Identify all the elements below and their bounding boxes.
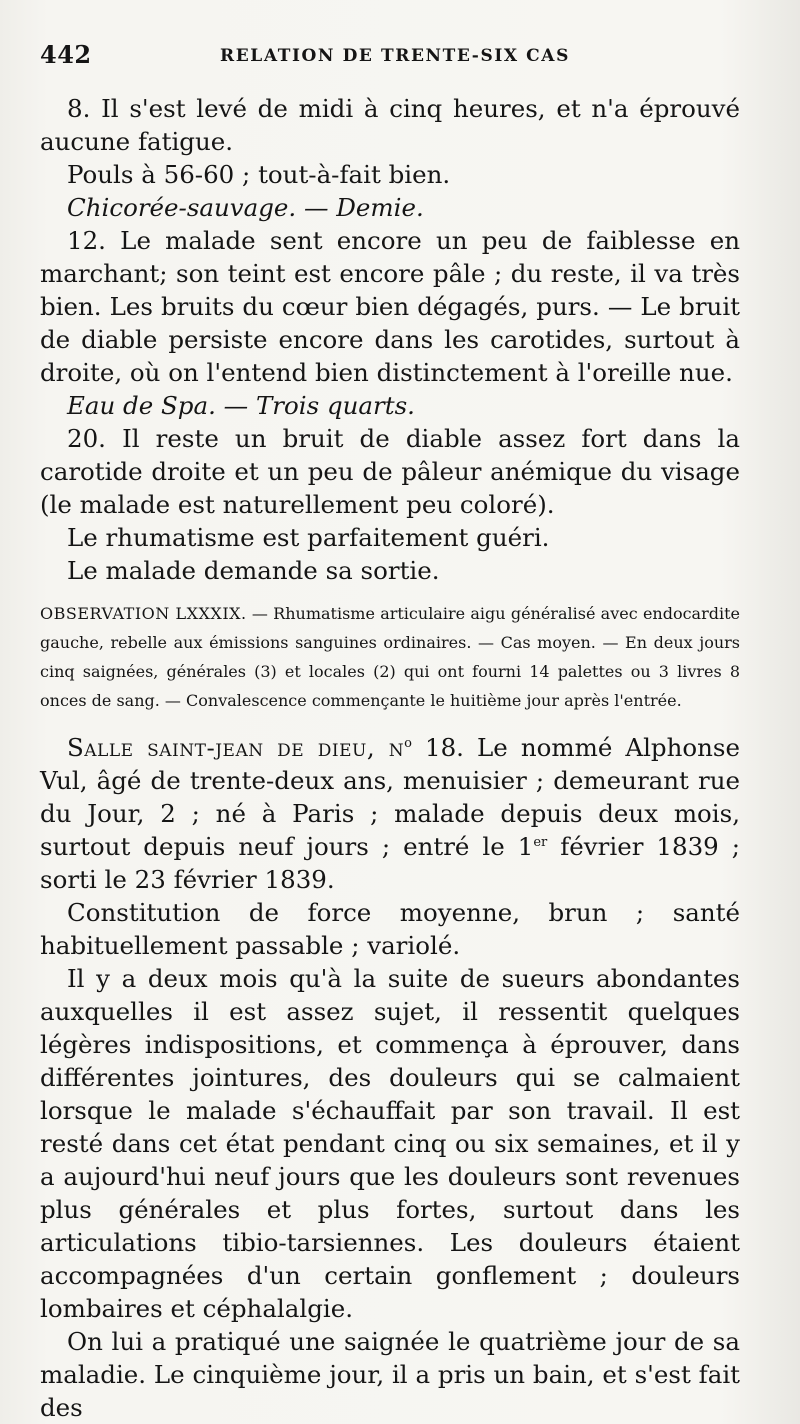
- paragraph-treatment: On lui a pratiqué une saignée le quatrième jour de sa maladie. Le cinquième jour, il a pris un bain, et s'est fait des: [40, 1327, 740, 1422]
- paragraph-day-20: 20. Il reste un bruit de diable assez fort dans la carotide droite et un peu de pâleur anémique du visage (le malade est naturellement peu coloré).: [40, 424, 740, 519]
- observation-paragraph: [40, 599, 740, 715]
- body-text: [40, 92, 740, 1424]
- case-block: [40, 731, 740, 1424]
- date-sup: er: [533, 834, 548, 850]
- ward-name: Salle saint-jean de dieu, n: [67, 733, 405, 762]
- paragraph-prescription-chicoree: Chicorée-sauvage. — Demie.: [67, 193, 424, 222]
- paragraph-patient-intro: [40, 731, 740, 896]
- running-head: RELATION DE TRENTE-SIX CAS: [220, 46, 570, 66]
- paragraph-day-12: 12. Le malade sent encore un peu de faiblesse en marchant; son teint est encore pâle ; du reste, il va très bien. Les bruits du cœur bien dégagés, purs. — Le bruit de diable persiste encore dans les carotides, surtout à droite, où on l'entend bien distinctement à l'oreille nue.: [40, 226, 740, 387]
- page-header: [40, 40, 740, 76]
- ward-number-sup: o: [404, 735, 412, 751]
- observation-text: — Rhumatisme articulaire aigu généralisé avec endocardite gauche, rebelle aux émissions sanguines ordinaires. — Cas moyen. — En deux jours cinq saignées, générales (3) et locales (2) qui ont fourni 14 palettes ou 3 livres 8 onces de sang. — Convalescence commençante le huitième jour après l'entrée.: [40, 604, 741, 710]
- patient-intro-a: 18. Le nommé Alphonse Vul, âgé de trente-deux ans, menuisier ; demeurant rue du Jour, 2 ; né à Paris ; malade depuis deux mois, surtout depuis neuf jours ; entré le 1: [40, 733, 740, 861]
- paragraph-day-8: 8. Il s'est levé de midi à cinq heures, et n'a éprouvé aucune fatigue.: [40, 94, 740, 156]
- observation-summary: [40, 599, 740, 715]
- page-number: 442: [40, 40, 92, 69]
- observation-heading: OBSERVATION LXXXIX.: [40, 604, 247, 623]
- paragraph-discharge: Le malade demande sa sortie.: [67, 556, 440, 585]
- paragraph-pulse: Pouls à 56-60 ; tout-à-fait bien.: [67, 160, 451, 189]
- patient-intro-b: février 1839 ; sorti le 23 février 1839.: [40, 832, 740, 894]
- paragraph-prescription-spa: Eau de Spa. — Trois quarts.: [67, 391, 415, 420]
- paragraph-constitution: Constitution de force moyenne, brun ; santé habituellement passable ; variolé.: [40, 898, 740, 960]
- paragraph-cured: Le rhumatisme est parfaitement guéri.: [67, 523, 550, 552]
- paragraph-history: Il y a deux mois qu'à la suite de sueurs abondantes auxquelles il est assez sujet, il ressentit quelques légères indispositions, et commença à éprouver, dans différentes jointures, des douleurs qui se calmaient lorsque le malade s'échauffait par son travail. Il est resté dans cet état pendant cinq ou six semaines, et il y a aujourd'hui neuf jours que les douleurs sont revenues plus générales et plus fortes, surtout dans les articulations tibio-tarsiennes. Les douleurs étaient accompagnées d'un certain gonflement ; douleurs lombaires et céphalalgie.: [40, 964, 740, 1323]
